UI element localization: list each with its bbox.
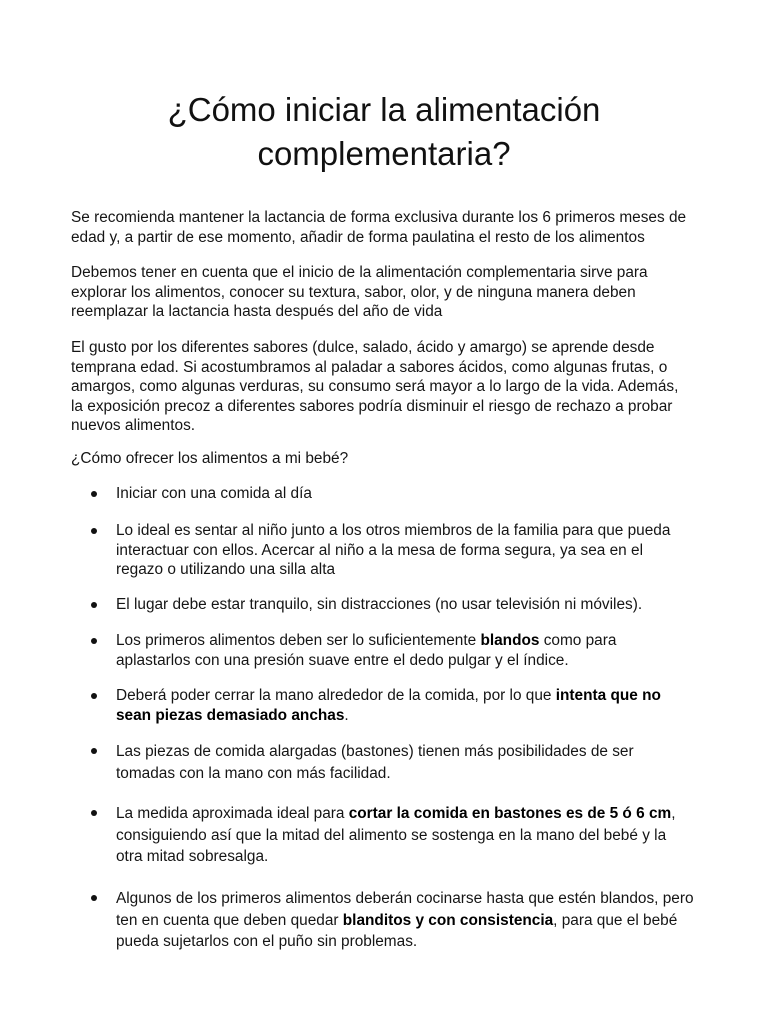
list-item-text: El lugar debe estar tranquilo, sin distracciones (no usar televisión ni móviles). xyxy=(116,596,643,613)
bullet-icon xyxy=(91,602,97,608)
paragraph-flavors: El gusto por los diferentes sabores (dulce, salado, ácido y amargo) se aprende desde temprana edad. Si acostumbramos al paladar a sabores ácidos, como algunas frutas, o amargos, como algunas verduras, su consumo será mayor a lo largo de la vida. Además, la exposición precoz a diferentes sabores podría disminuir el riesgo de rechazo a probar nuevos alimentos. xyxy=(71,339,679,434)
list-item-text: La medida aproximada ideal para cortar la comida en bastones es de 5 ó 6 cm, consiguiendo así que la mitad del alimento se sostenga en la mano del bebé y la otra mitad sobresalga. xyxy=(116,805,676,865)
bullet-icon xyxy=(91,638,97,644)
bullet-icon xyxy=(91,693,97,699)
list-item-text: Los primeros alimentos deben ser lo suficientemente blandos como para aplastarlos con una presión suave entre el dedo pulgar y el índice. xyxy=(116,632,617,669)
paragraph-exclusive-breastfeeding: Se recomienda mantener la lactancia de forma exclusiva durante los 6 primeros meses de edad y, a partir de ese momento, añadir de forma paulatina el resto de los alimentos xyxy=(71,209,687,246)
bullet-icon xyxy=(91,491,97,497)
list-item-text: Algunos de los primeros alimentos deberán cocinarse hasta que estén blandos, pero ten en cuenta que deben quedar blanditos y con consistencia, para que el bebé pueda sujetarlos con el puño sin problemas. xyxy=(116,890,694,950)
bullet-icon xyxy=(91,810,97,816)
bullet-icon xyxy=(91,748,97,754)
bullet-icon xyxy=(91,895,97,901)
paragraph-complementary-purpose: Debemos tener en cuenta que el inicio de la alimentación complementaria sirve para explorar los alimentos, conocer su textura, sabor, olor, y de ninguna manera deben reemplazar la lactancia hasta después del año de vida xyxy=(71,264,648,320)
list-item-text: Lo ideal es sentar al niño junto a los otros miembros de la familia para que pueda interactuar con ellos. Acercar al niño a la mesa de forma segura, ya sea en el regazo o utilizando una silla alta xyxy=(116,522,671,578)
list-item-text: Iniciar con una comida al día xyxy=(116,485,312,502)
bullet-icon xyxy=(91,528,97,534)
list-item-text: Las piezas de comida alargadas (bastones) tienen más posibilidades de ser tomadas con la mano con más facilidad. xyxy=(116,743,634,782)
list-item-text: Deberá poder cerrar la mano alrededor de la comida, por lo que intenta que no sean piezas demasiado anchas. xyxy=(116,687,661,724)
document-title: ¿Cómo iniciar la alimentación complementaria? xyxy=(167,91,601,172)
section-question: ¿Cómo ofrecer los alimentos a mi bebé? xyxy=(71,450,349,467)
